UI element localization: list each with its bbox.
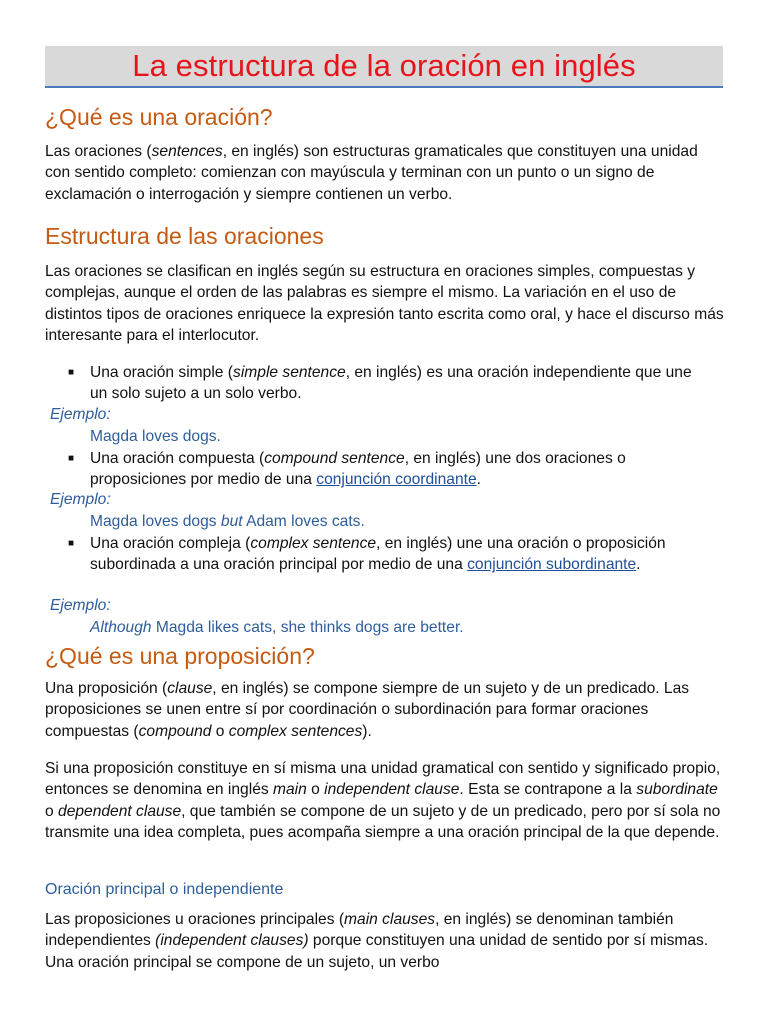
example-simple: Magda loves dogs. [90,428,221,445]
text: Una oración simple ( [90,364,234,381]
text: , en inglés) une dos oraciones o proposiciones por medio de una [90,450,626,489]
text: but [220,513,243,530]
text: (independent clauses) [155,932,309,950]
heading-que-es-proposicion: ¿Qué es una proposición? [45,643,315,669]
text: Las proposiciones u oraciones principales ( [45,911,345,928]
list-item-complex-sentence [68,533,708,576]
list-item-compound-sentence [68,448,708,491]
text: clause [167,680,213,697]
term: compound sentence [264,450,405,467]
link-conjuncion-subordinante[interactable]: conjunción subordinante [467,556,637,574]
text: , en inglés) se compone siempre de un sujeto y de un predicado. Las proposiciones se unen entre sí por coordinación o subordinación para formar oraciones compuestas ( [45,680,690,740]
bullet-marker: ■ [68,453,75,464]
paragraph-proposicion-1 [45,678,725,742]
text: Una proposición ( [45,680,168,697]
text: Si una proposición constituye en sí misma una unidad gramatical con sentido y significado propio, entonces se denomina en inglés [45,760,721,799]
heading-que-es-oracion: ¿Qué es una oración? [45,104,273,130]
text: complex sentences [228,722,363,740]
text: Magda likes cats, she thinks dogs are better. [151,619,464,636]
term: complex sentence [250,535,377,552]
title-banner [45,46,723,88]
text: Las oraciones ( [45,143,152,160]
paragraph-oracion-principal [45,909,725,973]
text: independent clause [324,781,460,799]
text: o [306,781,325,799]
text: , en inglés) son estructuras gramaticales que constituyen una unidad con sentido completo: comienzan con mayúscula y terminan con un punto o un signo de exclamación o interrogación y siempre contienen un verbo. [45,143,698,203]
text: , que también se compone de un sujeto y de un predicado, pero por sí sola no transmite una idea completa, pues acompaña siempre a una oración principal de la que depende. [45,802,721,842]
text: Adam loves cats. [242,513,365,530]
page-title: La estructura de la oración en inglés [132,48,636,83]
example-label: Ejemplo: [50,597,111,614]
example-label: Ejemplo: [50,491,111,508]
heading-oracion-principal: Oración principal o independiente [45,881,284,898]
example-complex [90,619,464,637]
heading-estructura-oraciones: Estructura de las oraciones [45,223,324,249]
paragraph-estructura: Las oraciones se clasifican en inglés según su estructura en oraciones simples, compuestas y complejas, aunque el orden de las palabras es siempre el mismo. La variación en el uso de distintos tipos de oraciones enriquece la expresión tanto escrita como oral, y hace el discurso más interesante para el interlocutor. [45,263,724,345]
example-label: Ejemplo: [50,406,111,423]
text: main clauses [344,911,436,928]
example-compound [90,513,365,531]
paragraph-proposicion-2 [45,758,725,844]
text: main [273,781,307,799]
list-item-simple-sentence [68,362,708,405]
text: . Esta se contrapone a la [459,781,637,799]
text: ). [362,722,372,740]
text: compound [138,722,212,740]
text: dependent clause [58,802,182,820]
text: , en inglés) se denominan también independientes [45,911,674,950]
text: , en inglés) une una oración o proposición subordinada a una oración principal por medio de una [90,535,666,574]
text: porque constituyen una unidad de sentido por sí mismas. Una oración principal se compone de un sujeto, un verbo [45,932,709,971]
term-sentences: sentences [151,143,223,160]
text: o [45,802,59,820]
link-conjuncion-coordinante[interactable]: conjunción coordinante [316,471,477,489]
text: Although [90,619,152,636]
text: Una oración compleja ( [90,535,251,552]
text: . [476,471,481,489]
bullet-marker: ■ [68,538,75,549]
text: o [211,722,229,740]
text: . [636,556,641,574]
bullet-marker: ■ [68,367,75,378]
text: , en inglés) es una oración independiente que une un solo sujeto a un solo verbo. [90,364,692,403]
text: Una oración compuesta ( [90,450,265,467]
paragraph-definicion-oracion [45,141,725,205]
text: subordinate [636,781,718,799]
text: Magda loves dogs [90,513,221,530]
term: simple sentence [233,364,346,381]
